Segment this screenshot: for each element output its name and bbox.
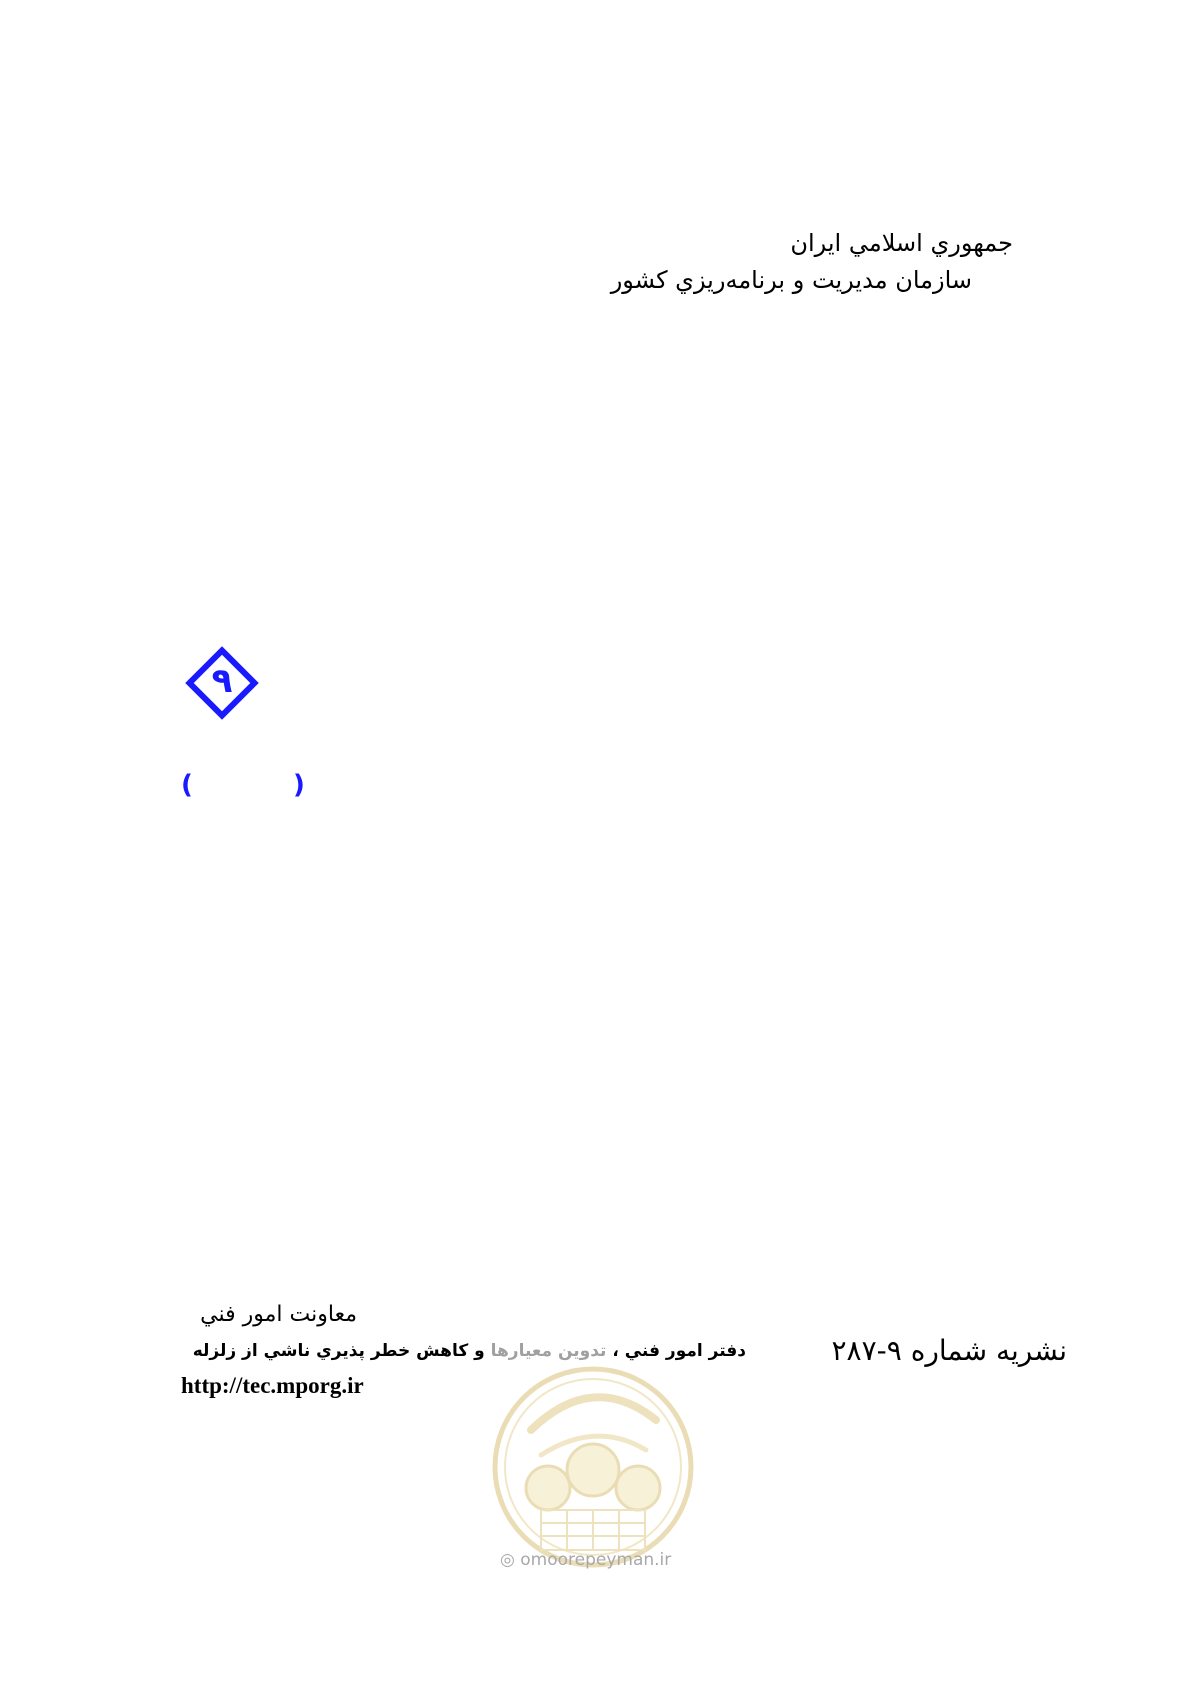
organization-name: سازمان مديريت و برنامه‌ريزي كشور xyxy=(610,266,972,294)
volume-number: ۹ xyxy=(211,661,233,701)
close-parenthesis: ) xyxy=(293,770,305,800)
publication-number: نشريه شماره ۹-۲۸۷ xyxy=(831,1334,1067,1367)
volume-badge xyxy=(181,642,263,724)
office-name-part2: تدوين معيارها xyxy=(490,1341,607,1361)
office-name-part3: و كاهش خطر پذيري ناشي از زلزله xyxy=(192,1341,491,1361)
watermark-seal-icon xyxy=(486,1360,700,1574)
watermark-caption: ◎ omoorepeyman.ir xyxy=(500,1550,672,1570)
open-parenthesis: ( xyxy=(181,770,193,800)
office-name-part1: دفتر امور فني ، xyxy=(606,1341,746,1361)
deputy-name: معاونت امور فني xyxy=(200,1302,357,1327)
country-name: جمهوري اسلامي ايران xyxy=(790,229,1013,257)
website-link[interactable]: http://tec.mporg.ir xyxy=(181,1373,364,1398)
